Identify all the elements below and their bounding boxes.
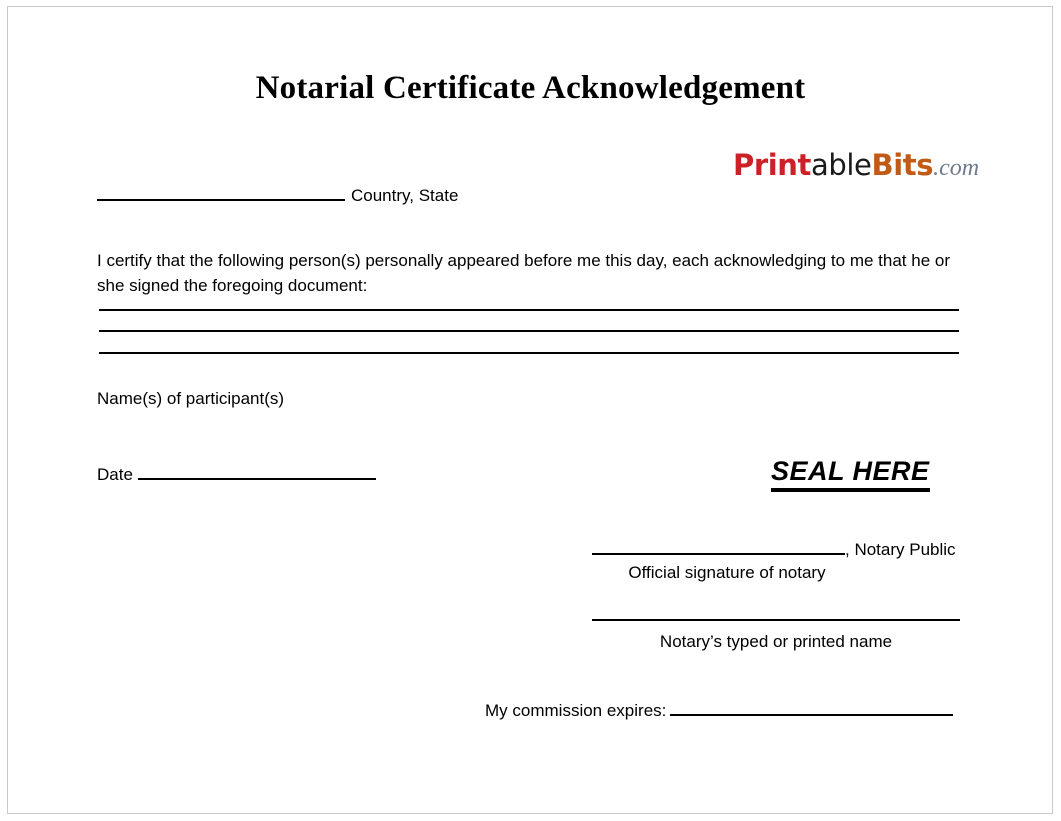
participant-blank-line-3[interactable] (99, 352, 959, 354)
date-label: Date (97, 465, 133, 484)
participant-blank-line-1[interactable] (99, 309, 959, 311)
printed-name-blank-line[interactable] (592, 619, 960, 621)
commission-label: My commission expires: (485, 701, 667, 720)
jurisdiction-blank-line[interactable] (97, 184, 345, 201)
date-blank-line[interactable] (138, 463, 376, 480)
page-title: Notarial Certificate Acknowledgement (255, 70, 806, 106)
commission-blank-line[interactable] (670, 699, 953, 716)
jurisdiction-label: Country, State (351, 186, 459, 205)
participants-label: Name(s) of participant(s) (97, 389, 285, 408)
logo-text-able: able (811, 148, 872, 182)
printablebits-logo (733, 148, 979, 185)
participant-blank-line-2[interactable] (99, 330, 959, 332)
notary-public-label: , Notary Public (845, 540, 956, 559)
jurisdiction-field-row (97, 183, 797, 208)
signature-caption: Official signature of notary (628, 563, 826, 582)
notary-signature-blank-line[interactable] (592, 538, 845, 555)
logo-text-print: Print (733, 148, 812, 182)
certification-paragraph: I certify that the following person(s) personally appeared before me this day, each acknowledging to me that he or she signed the foregoing document: (97, 251, 950, 295)
logo-text-bits: Bits (871, 148, 934, 182)
logo-text-dotcom: .com (933, 155, 980, 181)
printed-name-caption: Notary’s typed or printed name (659, 632, 893, 651)
notary-signature-row (592, 537, 956, 562)
commission-expiry-row (485, 698, 953, 723)
date-field-row (97, 462, 376, 487)
seal-here-label: SEAL HERE (771, 456, 930, 492)
